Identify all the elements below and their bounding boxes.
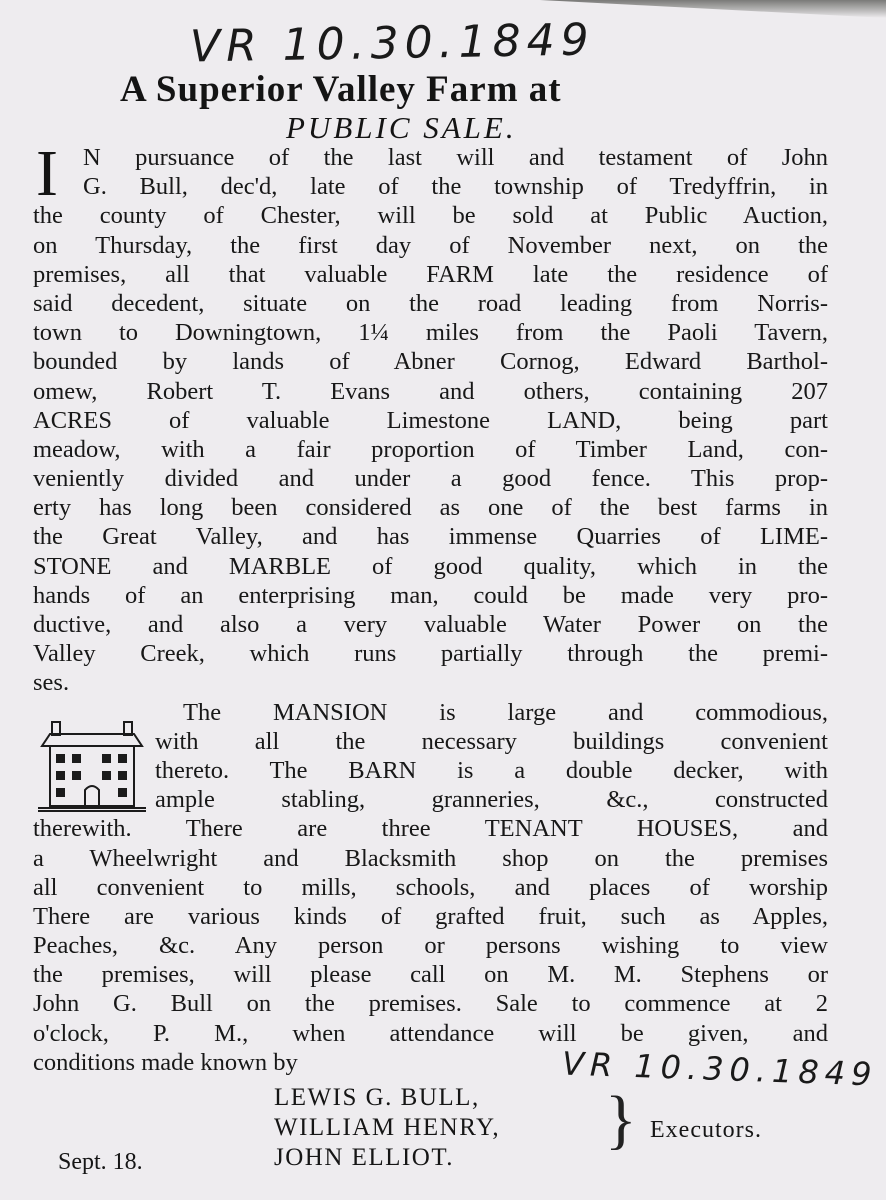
body-line: G. Bull, dec'd, late of the township of Tredyffrin, in (83, 173, 828, 201)
handwritten-date-note: VR 10.30.1849 (189, 14, 596, 73)
body-line: said decedent, situate on the road leading from Norris- (33, 289, 828, 317)
body-line: Peaches, &c. Any person or persons wishing to view (33, 932, 828, 960)
body-line: the premises, will please call on M. M. Stephens or (33, 961, 828, 989)
body-line: ses. (33, 669, 70, 697)
body-line: town to Downingtown, 1¼ miles from the Paoli Tavern, (33, 319, 828, 347)
executor-name: WILLIAM HENRY, (274, 1114, 501, 1141)
body-line: a Wheelwright and Blacksmith shop on the premises (33, 844, 828, 872)
advertisement-subheadline: PUBLIC SALE. (286, 110, 517, 145)
body-line: thereto. The BARN is a double decker, with (155, 756, 828, 784)
executor-name: LEWIS G. BULL, (274, 1084, 480, 1111)
executor-name: JOHN ELLIOT. (274, 1144, 454, 1171)
body-line: ample stabling, granneries, &c., constructed (155, 786, 828, 814)
body-line: John G. Bull on the premises. Sale to commence at 2 (33, 990, 828, 1018)
body-line: bounded by lands of Abner Cornog, Edward Barthol- (33, 348, 828, 376)
body-line: meadow, with a fair proportion of Timber Land, con- (33, 435, 828, 463)
executors-label: Executors. (650, 1117, 762, 1143)
drop-cap: I (36, 137, 58, 210)
date-line: Sept. 18. (58, 1149, 143, 1175)
body-line: Valley Creek, which runs partially through the premi- (33, 640, 828, 668)
body-line: N pursuance of the last will and testament of John (83, 144, 828, 171)
body-line: STONE and MARBLE of good quality, which in the (33, 552, 828, 580)
body-line: with all the necessary buildings convenient (155, 727, 828, 755)
body-line: veniently divided and under a good fence. This prop- (33, 465, 828, 493)
advertisement-body (33, 137, 828, 1077)
body-line: o'clock, P. M., when attendance will be given, and (33, 1019, 828, 1047)
body-line: conditions made known by (33, 1048, 298, 1076)
executor-names (274, 1083, 500, 1173)
house-icon (36, 716, 148, 816)
body-line: all convenient to mills, schools, and places of worship (33, 873, 828, 901)
body-line: erty has long been considered as one of the best farms in (33, 494, 828, 522)
body-line: hands of an enterprising man, could be made very pro- (33, 581, 828, 609)
signoff-block (0, 1083, 886, 1183)
body-line: premises, all that valuable FARM late the residence of (33, 260, 828, 288)
body-line: The MANSION is large and commodious, (183, 698, 828, 726)
brace-glyph: } (605, 1083, 637, 1156)
body-line: omew, Robert T. Evans and others, containing 207 (33, 377, 828, 405)
advertisement-headline: A Superior Valley Farm at (120, 69, 562, 110)
body-line: on Thursday, the first day of November next, on the (33, 231, 828, 259)
body-line: the Great Valley, and has immense Quarries of LIME- (33, 523, 828, 551)
body-line: There are various kinds of grafted fruit, such as Apples, (33, 902, 828, 930)
body-line: therewith. There are three TENANT HOUSES, and (33, 815, 828, 843)
body-line: ACRES of valuable Limestone LAND, being part (33, 406, 828, 434)
body-line: ductive, and also a very valuable Water Power on the (33, 611, 828, 638)
body-line: the county of Chester, will be sold at Public Auction, (33, 202, 828, 230)
handwritten-date-note-bottom: VR 10.30.1849 (561, 1044, 879, 1094)
